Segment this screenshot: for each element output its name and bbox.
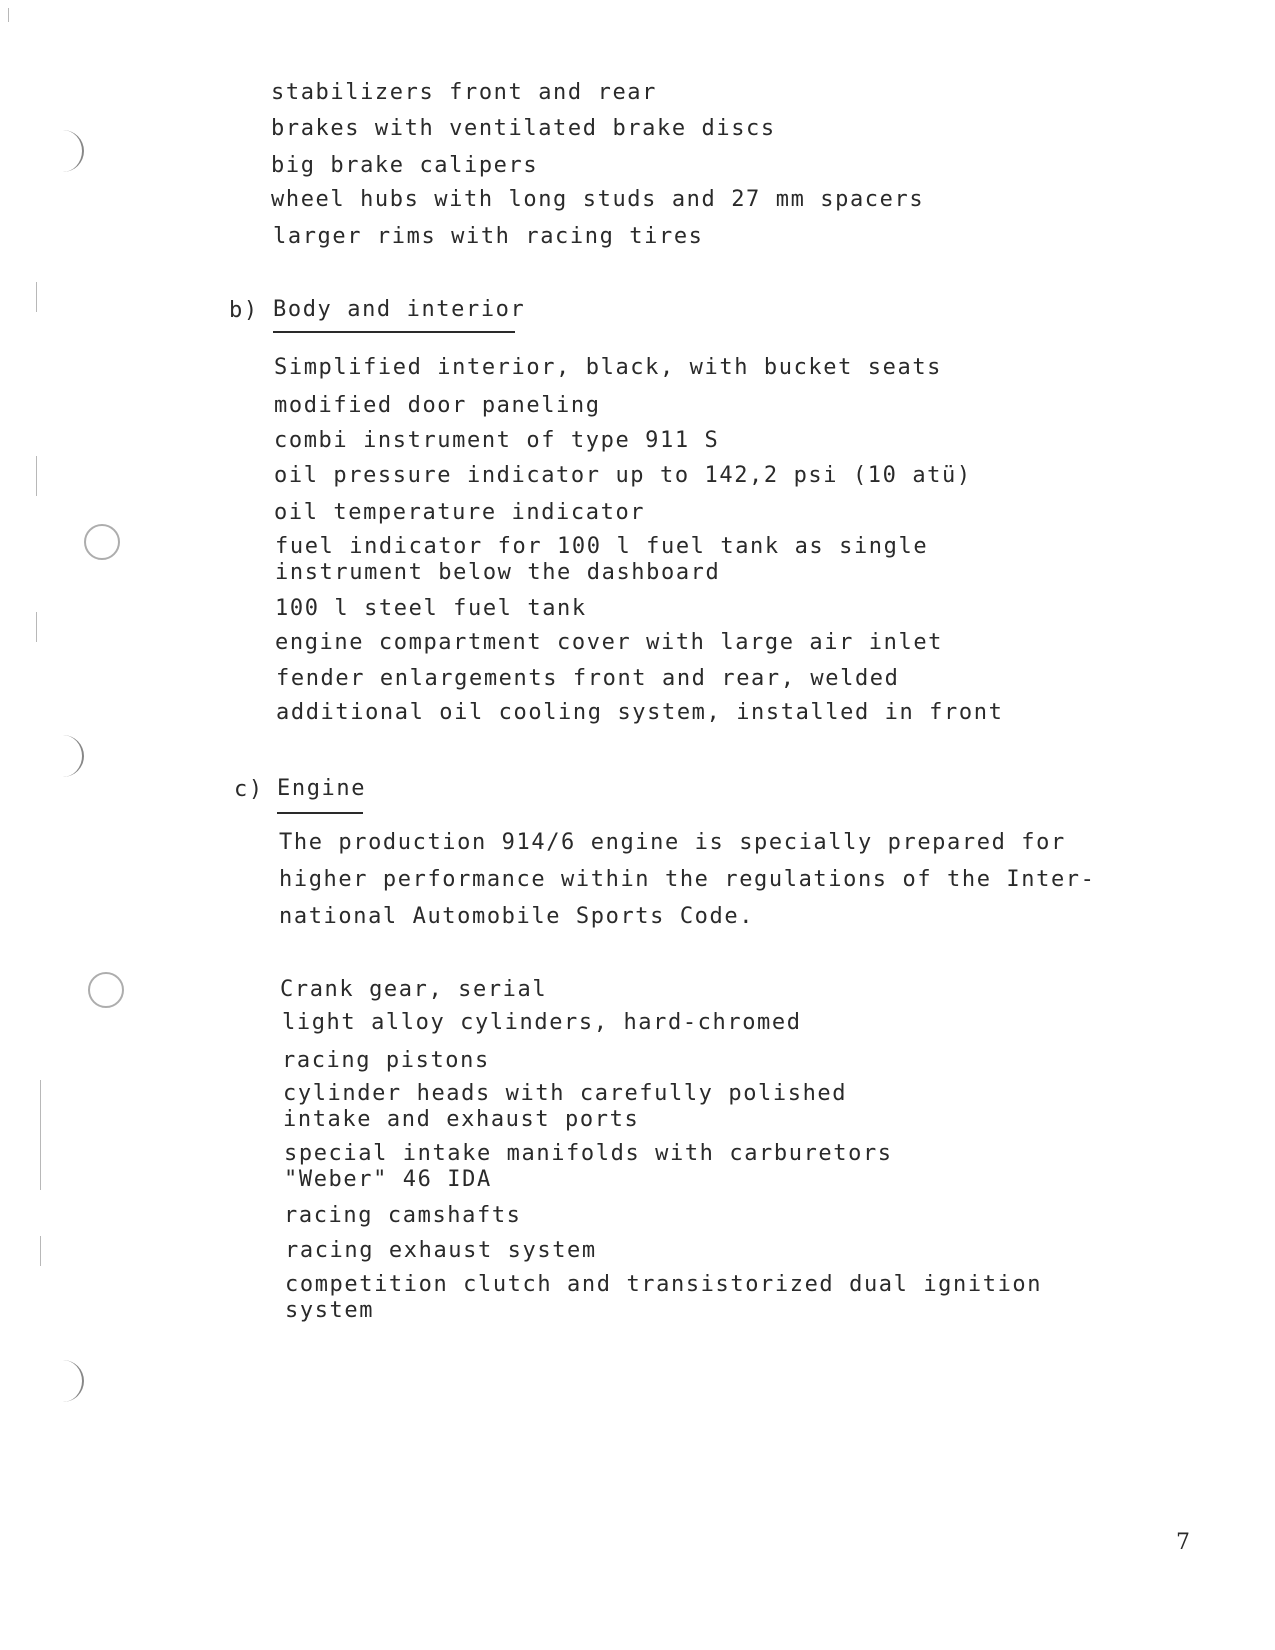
list-item: Simplified interior, black, with bucket seats [274, 355, 943, 380]
list-item: light alloy cylinders, hard-chromed [282, 1010, 802, 1035]
list-item: larger rims with racing tires [273, 224, 704, 249]
list-item: special intake manifolds with carburetors "Weber" 46 IDA [284, 1141, 893, 1192]
list-item: fuel indicator for 100 l fuel tank as single instrument below the dashboard [275, 534, 929, 585]
section-title-underline [277, 812, 363, 814]
binder-hole-mark [84, 524, 120, 560]
paragraph-line: national Automobile Sports Code. [279, 904, 755, 929]
binder-hole-mark [48, 1360, 84, 1402]
section-title: Body and interior [273, 297, 526, 322]
paragraph-line: The production 914/6 engine is specially prepared for [279, 830, 1066, 855]
list-item: fender enlargements front and rear, welded [276, 666, 900, 691]
section-title-underline [273, 331, 515, 333]
binder-hole-mark [48, 130, 84, 172]
scan-artifact-line [40, 1080, 41, 1190]
list-item: oil temperature indicator [274, 500, 646, 525]
paragraph-line: higher performance within the regulations of the Inter- [279, 867, 1096, 892]
list-item: Crank gear, serial [280, 977, 548, 1002]
list-item: racing camshafts [284, 1203, 522, 1228]
list-item: engine compartment cover with large air inlet [275, 630, 944, 655]
list-item: wheel hubs with long studs and 27 mm spacers [271, 187, 925, 212]
section-marker: b) [229, 298, 259, 323]
list-item: oil pressure indicator up to 142,2 psi (10 atü) [274, 463, 972, 488]
binder-hole-mark [88, 972, 124, 1008]
list-item: stabilizers front and rear [271, 80, 657, 105]
scan-artifact-line [36, 282, 37, 312]
page-number: 7 [1176, 1530, 1190, 1555]
section-marker: c) [234, 777, 264, 802]
list-item: cylinder heads with carefully polished intake and exhaust ports [283, 1081, 848, 1132]
scan-artifact-line [40, 1236, 41, 1266]
scan-artifact-line [36, 456, 37, 496]
list-item: additional oil cooling system, installed in front [276, 700, 1004, 725]
list-item: brakes with ventilated brake discs [271, 116, 776, 141]
scan-artifact-line [36, 612, 37, 642]
scan-artifact-line [8, 8, 9, 22]
section-title: Engine [277, 776, 367, 801]
list-item: competition clutch and transistorized dual ignition system [285, 1272, 1043, 1323]
list-item: big brake calipers [271, 153, 539, 178]
list-item: modified door paneling [274, 393, 601, 418]
list-item: racing pistons [282, 1048, 490, 1073]
list-item: racing exhaust system [285, 1238, 597, 1263]
list-item: 100 l steel fuel tank [275, 596, 587, 621]
list-item: combi instrument of type 911 S [274, 428, 720, 453]
binder-hole-mark [48, 735, 84, 777]
